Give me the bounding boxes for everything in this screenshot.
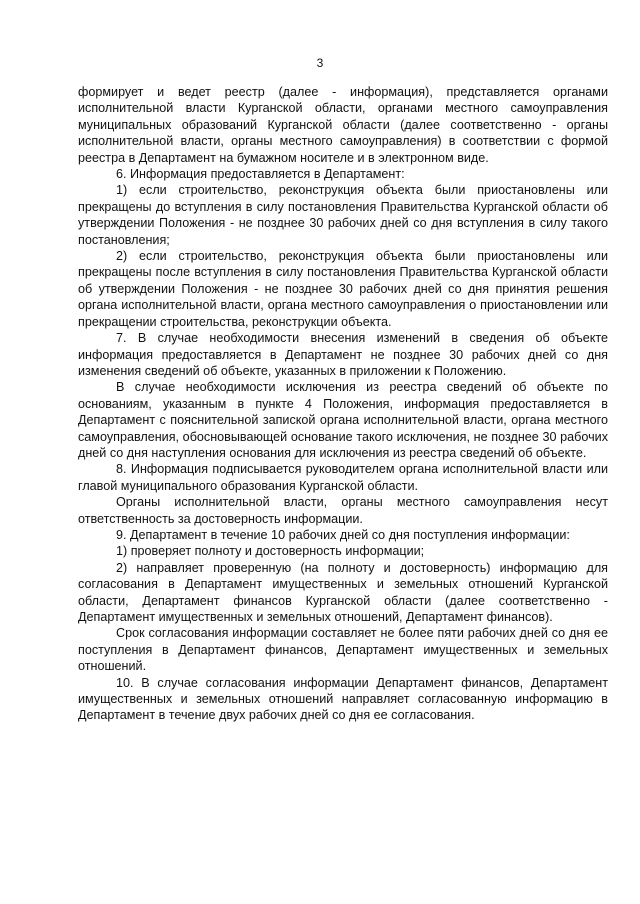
paragraph: Органы исполнительной власти, органы местного самоуправления несут ответственность за достоверность информации. — [78, 495, 608, 526]
paragraph: 6. Информация предоставляется в Департамент: — [116, 167, 405, 182]
paragraph: 9. Департамент в течение 10 рабочих дней со дня поступления информации: — [116, 527, 570, 542]
paragraph: В случае необходимости исключения из реестра сведений об объекте по основаниям, указанным в пункте 4 Положения, информация предоставляется в Департамент с пояснительной запиской органа исполнительной власти, органа местного самоуправления, обосновывающей основание такого исключения, не позднее 30 рабочих дней со дня наступления основания для исключения из реестра сведений об объекте. — [78, 380, 608, 460]
paragraph: 1) если строительство, реконструкция объекта были приостановлены или прекращены до вступления в силу постановления Правительства Курганской области об утверждении Положения - не позднее 30 рабочих дней со дня вступления в силу такого постановления; — [78, 183, 608, 247]
paragraph: 2) направляет проверенную (на полноту и достоверность) информацию для согласования в Департамент имущественных и земельных отношений Курганской области, Департамент финансов Курганской области (далее соответственно - Департамент имущественных и земельных отношений, Департамент финансов). — [78, 560, 608, 624]
paragraph: 8. Информация подписывается руководителем органа исполнительной власти или главой муниципального образования Курганской области. — [78, 462, 608, 493]
paragraph: 10. В случае согласования информации Департамент финансов, Департамент имущественных и земельных отношений направляет согласованную информацию в Департамент в течение двух рабочих дней со дня ее согласования. — [78, 675, 608, 723]
paragraph: 7. В случае необходимости внесения изменений в сведения об объекте информация предоставляется в Департамент не позднее 30 рабочих дней со дня изменения сведений об объекте, указанных в приложении к Положению. — [78, 331, 608, 378]
paragraph: Срок согласования информации составляет не более пяти рабочих дней со дня ее поступления в Департамент финансов, Департамент имущественных и земельных отношений. — [78, 626, 608, 674]
document-body — [78, 84, 608, 724]
paragraph: формирует и ведет реестр (далее - информация), представляется органами исполнительной власти Курганской области, органами местного самоуправления муниципальных образований Курганской области (далее соответственно - органы исполнительной власти, органы местного самоуправления) в соответствии с формой реестра в Департамент на бумажном носителе и в электронном виде. — [78, 85, 608, 165]
paragraph: 2) если строительство, реконструкция объекта были приостановлены или прекращены после вступления в силу постановления Правительства Курганской области об утверждении Положения - не позднее 30 рабочих дней со дня принятия решения органа исполнительной власти, органа местного самоуправления о приостановлении или прекращении строительства, реконструкции объекта. — [78, 249, 608, 329]
paragraph: 1) проверяет полноту и достоверность информации; — [116, 544, 425, 559]
page-number: 3 — [316, 56, 324, 70]
